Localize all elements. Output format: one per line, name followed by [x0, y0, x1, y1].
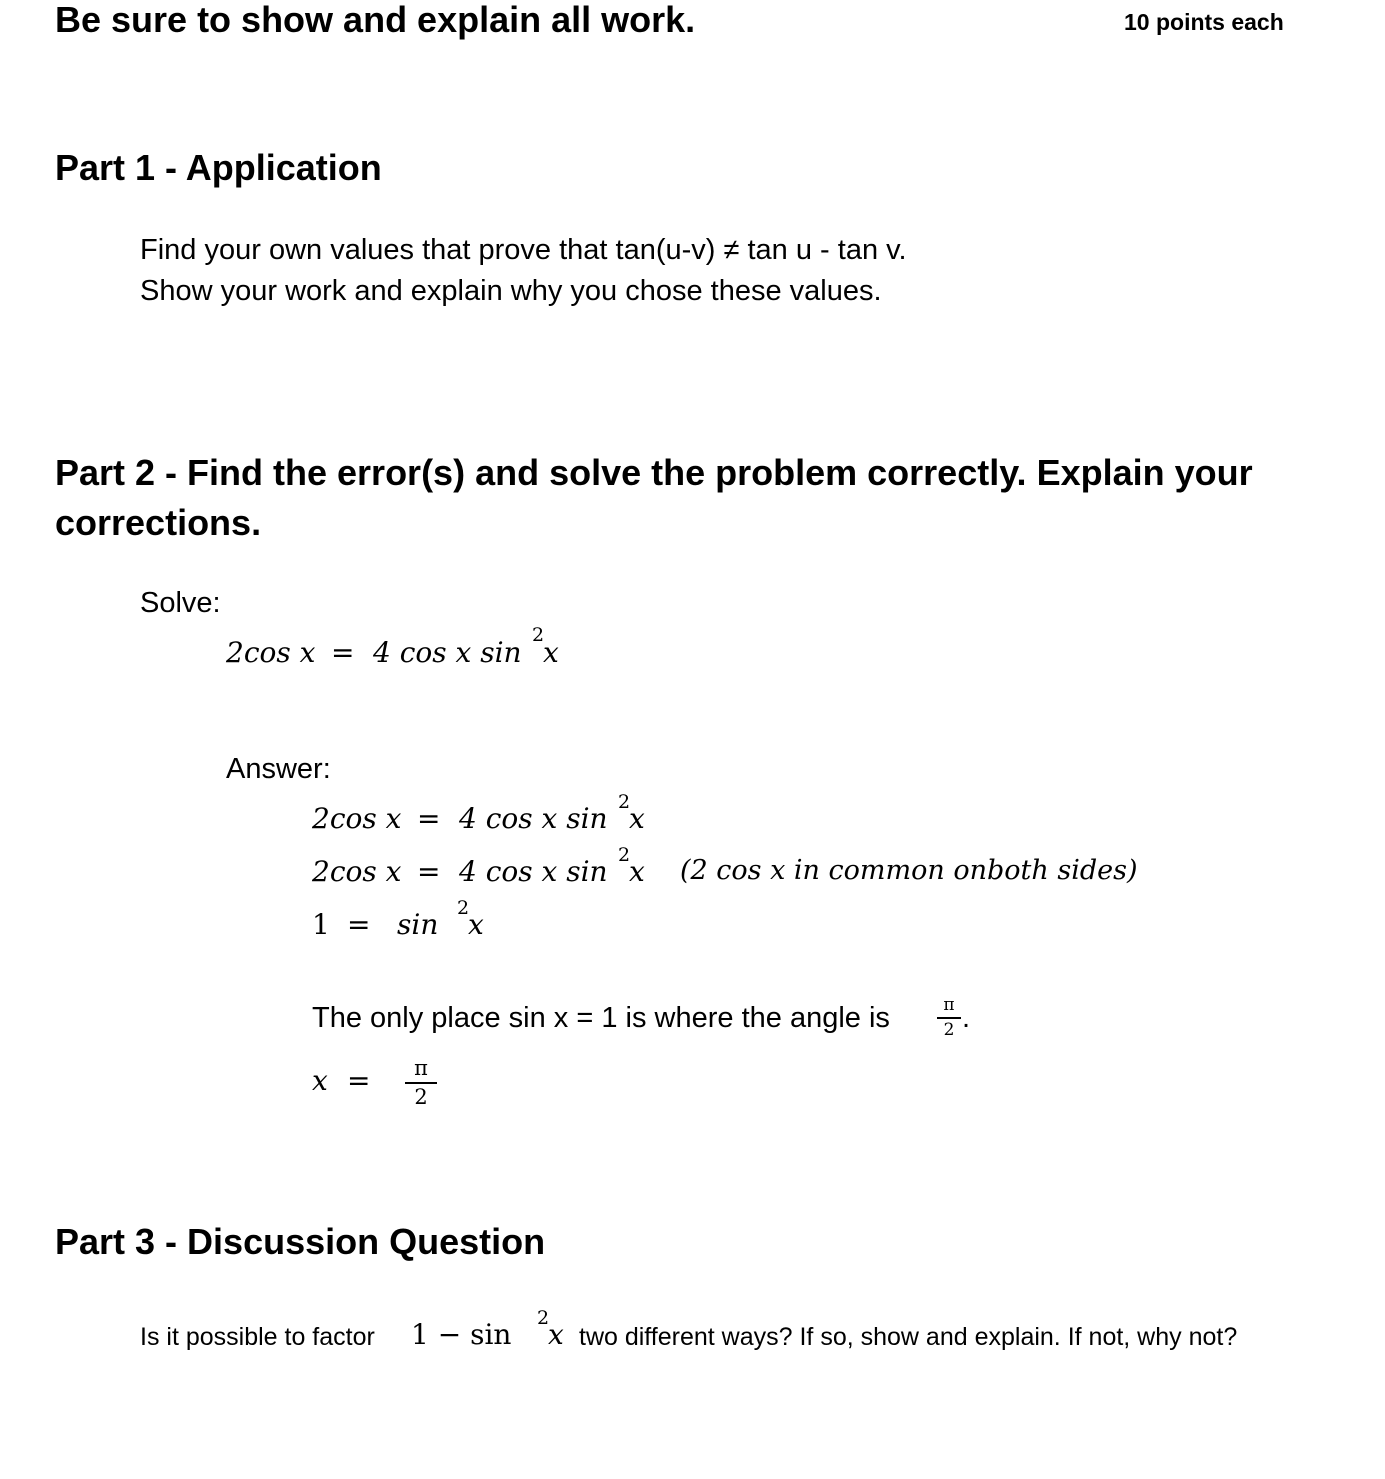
part3-heading: Part 3 - Discussion Question — [55, 1221, 546, 1262]
step-variable: x — [468, 908, 484, 941]
question-variable: x — [548, 1318, 564, 1351]
step-lhs: 1 — [312, 908, 330, 941]
fraction-bar — [405, 1082, 437, 1084]
step-variable: x — [629, 802, 645, 835]
step-rhs: sin — [397, 908, 439, 941]
step-exponent: 2 — [457, 897, 470, 919]
points-label: 10 points each — [1124, 9, 1284, 35]
question-suffix: two different ways? If so, show and explain. If not, why not? — [579, 1323, 1238, 1351]
fraction-denominator: 2 — [414, 1084, 428, 1109]
problem-lhs: 2cos x — [226, 636, 316, 669]
question-exponent: 2 — [537, 1307, 550, 1329]
fraction-numerator: π — [414, 1056, 428, 1080]
question-expression: 1 − sin — [411, 1318, 512, 1351]
part1-prompt-line1: Find your own values that prove that tan(u-v) ≠ tan u - tan v. — [140, 234, 907, 266]
step-equals: = — [417, 855, 441, 888]
fraction-denominator: 2 — [943, 1019, 955, 1040]
fraction-numerator: π — [943, 995, 955, 1015]
problem-variable: x — [543, 636, 559, 669]
final-lhs: x — [312, 1064, 328, 1097]
step-lhs: 2cos x — [312, 855, 402, 888]
part1-prompt-line2: Show your work and explain why you chose these values. — [140, 275, 882, 307]
conclusion-period: . — [962, 1002, 971, 1034]
step-exponent: 2 — [618, 844, 631, 866]
final-equals: = — [347, 1064, 371, 1097]
fraction-bar — [937, 1017, 961, 1019]
part2-heading-line1: Part 2 - Find the error(s) and solve the problem correctly. Explain your — [55, 452, 1253, 493]
step-exponent: 2 — [618, 791, 631, 813]
step-variable: x — [629, 855, 645, 888]
problem-equals: = — [331, 636, 355, 669]
problem-exponent: 2 — [532, 624, 545, 646]
step-note: (2 cos x in common onboth sides) — [680, 855, 1138, 886]
step-equals: = — [347, 908, 371, 941]
step-rhs: 4 cos x sin — [459, 802, 608, 835]
problem-rhs: 4 cos x sin — [373, 636, 522, 669]
part2-heading-line2: corrections. — [55, 502, 262, 543]
step-lhs: 2cos x — [312, 802, 402, 835]
conclusion-fraction — [937, 997, 961, 1039]
step-rhs: 4 cos x sin — [459, 855, 608, 888]
question-prefix: Is it possible to factor — [140, 1323, 375, 1351]
final-fraction — [405, 1058, 437, 1108]
page-instruction: Be sure to show and explain all work. — [55, 0, 696, 40]
conclusion-text: The only place sin x = 1 is where the angle is — [312, 1002, 890, 1034]
step-equals: = — [417, 802, 441, 835]
part1-heading: Part 1 - Application — [55, 147, 382, 188]
answer-label: Answer: — [226, 753, 331, 785]
solve-label: Solve: — [140, 587, 221, 619]
